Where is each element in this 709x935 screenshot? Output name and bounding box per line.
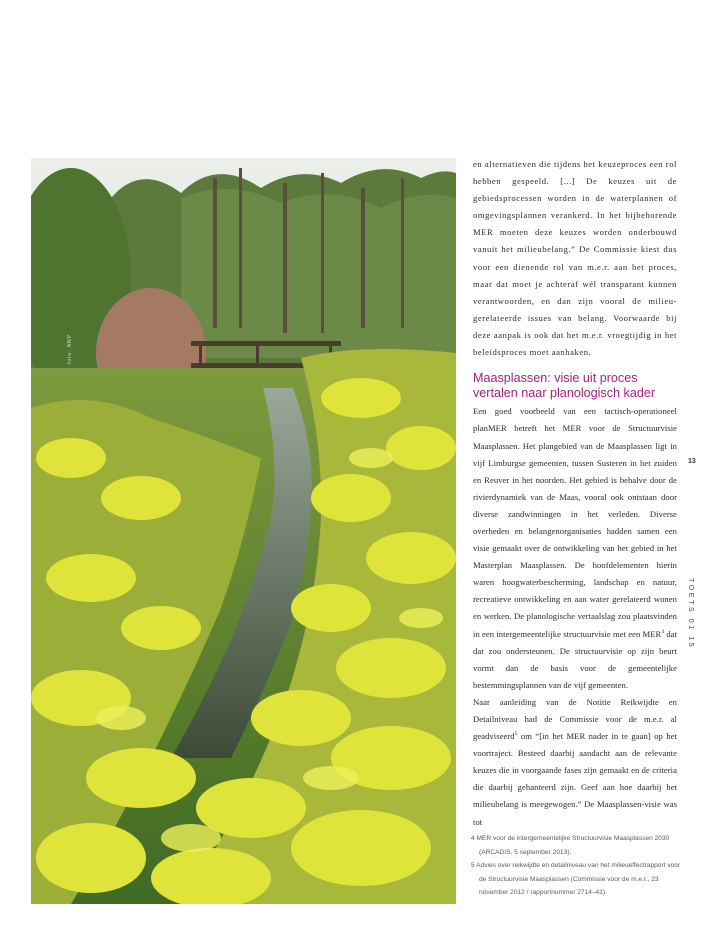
landscape-photo <box>31 158 456 904</box>
footnotes <box>471 832 685 900</box>
body-paragraph-2-text-a: Naar aanleiding van de Notitie Reikwijdte en Detailniveau had de Commissie voor de m.e.r. al geadviseerd <box>473 696 677 742</box>
footnote-5: 5 Advies over reikwijdte en detailniveau van het milieueffectrapport voor de Structuurvisie Maasplassen (Commissie voor de m.e.r., 23 november 2012 / rapportnummer 2714–41). <box>471 862 681 897</box>
body-paragraph-2-text-b: om “[in het MER nader in te gaan] op het voortraject. Besteed daarbij aandacht aan de relevante keuzes die in voorgaande fases zijn gemaakt en de criteria die daarbij gehanteerd zijn. Geef aan hoe daarbij het milieubelang is meegewogen.” De Maasplassen-visie was tot <box>473 731 677 827</box>
intro-paragraph: en alternatieven die tijdens het keuzeproces een rol hebben gespeeld. [...] De keuzes uit de gebiedsprocessen worden in de waterplannen of omgevingsplannen verankerd. In het bijbehorende MER moeten deze keuzes worden onderbouwd vanuit het milieubelang.” De Commissie kiest dus voor een dienende rol van m.e.r. aan het proces, maar dat moet je achteraf wél transparant kunnen verantwoorden, en dan zijn vooral de milieu-gerelateerde issues van belang. Voorwaarde bij deze aanpak is ook dat het m.e.r. vroegtijdig in het beleidsproces moet aanhaken. <box>473 159 677 358</box>
section-heading: Maasplassen: visie uit proces vertalen naar planologisch kader <box>473 371 656 400</box>
photo-credit: foto: ANP <box>67 334 73 365</box>
body-paragraph-2 <box>473 694 677 831</box>
footnote-ref-5[interactable]: 5 <box>514 731 518 738</box>
footnote-ref-4[interactable]: 4 <box>661 628 665 635</box>
text-column <box>473 156 677 831</box>
body-paragraph-1-text-b: dat dat zou ondersteunen. De structuurvisie op zijn beurt vormt dan de basis voor de gemeentelijke bestemmingsplannen van de vijf gemeenten. <box>473 628 677 690</box>
landscape-illustration <box>31 158 456 904</box>
body-paragraph-1 <box>473 403 677 694</box>
page-number: 13 <box>688 458 696 465</box>
body-paragraph-1-text-a: Een goed voorbeeld van een tactisch-operationeel planMER betreft het MER voor de Structuurvisie Maasplassen. Het plangebied van de Maasplassen ligt in vijf Limburgse gemeenten, tussen Susteren in het zuiden en Reuver in het noorden. Het gebied is behalve door de rivierdynamiek van de Maas, vooral ook ontstaan door diverse zandwinningen in het verleden. Diverse overheden en belangenorganisaties hadden samen een visie gemaakt over de ontwikkeling van het gebied in het Masterplan Maasplassen. De hoofdelementen hierin waren hoogwaterbescherming, landschap en natuur, recreatieve ontwikkeling en aan water gerelateerd wonen en werken. De planologische vertaalslag zou plaatsvinden in een intergemeentelijke structuurvisie met een MER <box>473 406 677 639</box>
footnote-4: 4 MER voor de intergemeentelijke Structuurvisie Maasplassen 2030 (ARCADIS, 5 september 2013). <box>471 835 670 856</box>
running-title: TOETS 01 15 <box>687 578 694 650</box>
